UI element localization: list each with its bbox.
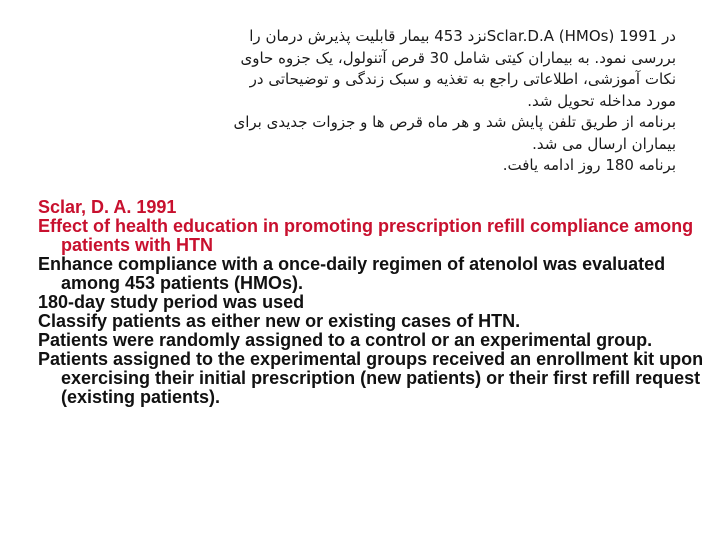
summary-point: 180-day study period was used xyxy=(38,292,305,312)
persian-line: در 1991 (Sclar.D.A (HMOsنزد 453 بیمار قابلیت پذیرش درمان را xyxy=(249,27,676,45)
summary-point: Patients were randomly assigned to a control or an experimental group. xyxy=(38,330,653,350)
summary-point: Enhance compliance with a once-daily regimen of atenolol was evaluated among 453 patients (HMOs). xyxy=(38,254,666,293)
persian-line: مورد مداخله تحویل شد. xyxy=(527,91,676,110)
persian-line: برنامه از طریق تلفن پایش شد و هر ماه قرص ها و جزوات جدیدی برای xyxy=(233,113,676,131)
study-title: Effect of health education in promoting prescription refill compliance among patients with HTN xyxy=(38,216,694,255)
citation: Sclar, D. A. 1991 xyxy=(38,197,177,217)
persian-line: بررسی نمود. به بیماران کیتی شامل 30 قرص آتنولول، یک جزوه حاوی xyxy=(240,48,676,67)
english-summary xyxy=(38,198,708,407)
persian-line: برنامه 180 روز ادامه یافت. xyxy=(502,156,676,174)
persian-summary xyxy=(36,26,676,177)
persian-line: بیماران ارسال می شد. xyxy=(532,134,676,153)
persian-line: نکات آموزشی، اطلاعاتی راجع به تغذیه و سبک زندگی و توضیحاتی در xyxy=(249,70,676,88)
summary-point: Classify patients as either new or existing cases of HTN. xyxy=(38,311,521,331)
summary-point: Patients assigned to the experimental groups received an enrollment kit upon exercising their initial prescription (new patients) or their first refill request (existing patients). xyxy=(38,349,704,407)
